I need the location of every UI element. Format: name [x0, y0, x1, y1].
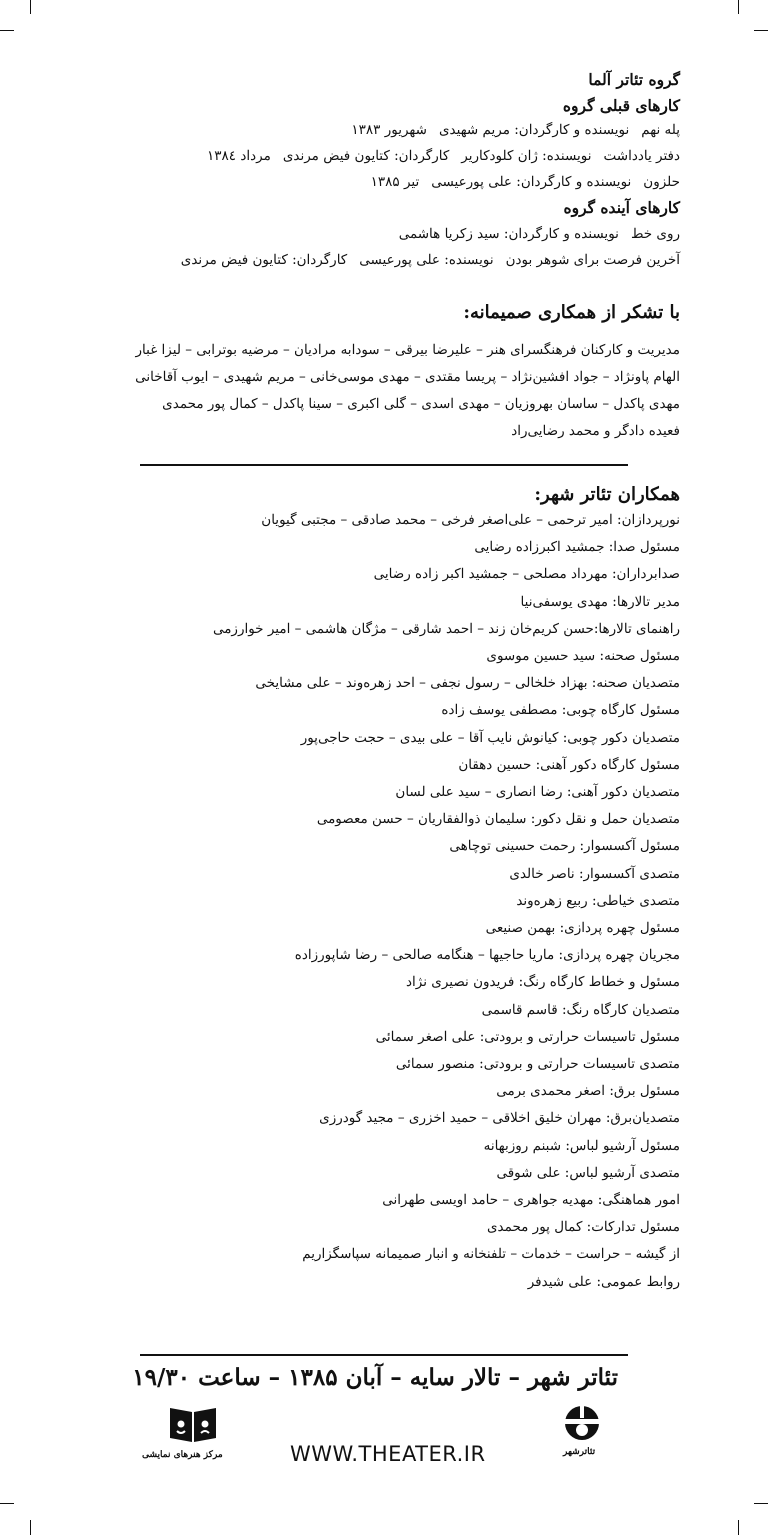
work-title: پله نهم — [641, 122, 680, 138]
group-title: گروه تئاتر آلما — [588, 70, 680, 89]
crop-mark — [0, 30, 14, 31]
crop-mark — [30, 1520, 31, 1535]
staff-line: متصدی خیاطی: ربیع زهره‌وند — [516, 892, 680, 909]
staff-line: متصدیان دکور چوبی: کیانوش نایب آقا – علی بیدی – حجت حاجی‌پور — [300, 729, 680, 746]
theater-shahr-logo-icon — [556, 1402, 608, 1442]
theater-shahr-caption: تئاتر‌شهر — [563, 1447, 596, 1457]
thanks-line: مهدی پاکدل – ساسان بهروزیان – مهدی اسدی – گلی اکبری – سینا پاکدل – کمال پور محمدی — [162, 396, 680, 412]
prev-works-title: کارهای قبلی گروه — [562, 96, 680, 115]
venue-line: تئاتر شهر – تالار سایه – آبان ۱۳۸۵ – ساعت ۱۹/۳۰ — [132, 1364, 618, 1391]
work-title: حلزون — [643, 174, 680, 190]
future-works-title: کارهای آینده گروه — [563, 198, 680, 217]
work-credit: نویسنده و کارگردان: مریم شهیدی — [438, 122, 630, 138]
staff-line: متصدی آرشیو لباس: علی شوقی — [496, 1164, 680, 1181]
section-divider — [140, 464, 628, 466]
staff-line: مسئول کارگاه چوبی: مصطفی یوسف زاده — [441, 702, 680, 719]
staff-line: متصدی آکسسوار: ناصر خالدی — [509, 865, 680, 882]
work-title: دفتر یادداشت — [603, 148, 680, 164]
staff-line: مسئول آرشیو لباس: شبنم روزبهانه — [483, 1137, 680, 1154]
staff-line: مسئول صدا: جمشید اکبرزاده رضایی — [474, 539, 680, 556]
staff-line: امور هماهنگی: مهدیه جواهری – حامد اویسی طهرانی — [382, 1192, 680, 1208]
crop-mark — [738, 1520, 739, 1535]
staff-line: متصدیان حمل و نقل دکور: سلیمان ذوالفقاریان – حسن معصومی — [316, 811, 680, 828]
theater-shahr-logo — [556, 1402, 608, 1442]
thanks-line: فعیده دادگر و محمد رضایی‌راد — [511, 423, 680, 439]
thanks-title: با تشکر از همکاری صمیمانه: — [463, 302, 680, 323]
staff-line: متصدیان صحنه: بهزاد خلخالی – رسول نجفی – احد زهره‌وند – علی مشایخی — [255, 675, 680, 692]
staff-line: مسئول کارگاه دکور آهنی: حسین دهقان — [458, 756, 680, 773]
staff-line: صدابرداران: مهرداد مصلحی – جمشید اکبر زاده رضایی — [373, 566, 680, 583]
website-url[interactable]: WWW.THEATER.IR — [290, 1442, 486, 1466]
footer-divider — [140, 1354, 628, 1356]
staff-line: متصدی تاسیسات حرارتی و برودتی: منصور سمائی — [395, 1056, 680, 1072]
future-work-row — [175, 254, 680, 268]
performing-arts-caption: مرکز هنرهای نمایشی — [142, 1450, 223, 1460]
work-date: مرداد ۱۳۸٤ — [207, 148, 271, 164]
staff-line: از گیشه – حراست – خدمات – تلفنخانه و انبار صمیمانه سپاسگزاریم — [302, 1246, 680, 1263]
thanks-line: الهام پاونژاد – جواد افشین‌نژاد – پریسا مقتدی – مهدی موسی‌خانی – مریم شهیدی – ایوب آقاخانی — [135, 369, 680, 385]
staff-line: مسئول تدارکات: کمال پور محمدی — [486, 1219, 680, 1236]
crop-mark — [30, 0, 31, 14]
staff-title: همکاران تئاتر شهر: — [534, 484, 680, 505]
prev-work-row — [345, 124, 680, 138]
crop-mark — [754, 1503, 768, 1504]
book-mask-icon — [168, 1404, 218, 1444]
work-credit: نویسنده و کارگردان: علی پورعیسی — [431, 174, 632, 190]
staff-line: راهنمای تالارها:حسن کریم‌خان زند – احمد شارقی – مژگان هاشمی – امیر خوارزمی — [212, 620, 680, 637]
work-date: شهریور ۱۳۸۳ — [351, 122, 427, 138]
prev-work-row — [365, 176, 680, 190]
work-credit: نویسنده و کارگردان: سید زکریا هاشمی — [398, 226, 619, 242]
future-work-row — [393, 228, 680, 242]
work-credit: نویسنده: ژان کلودکاریر — [461, 148, 592, 164]
work-credit: کارگردان: کتایون فیض مرندی — [282, 148, 450, 164]
staff-line: متصدیان کارگاه رنگ: قاسم قاسمی — [481, 1001, 680, 1018]
staff-line: مسئول تاسیسات حرارتی و برودتی: علی اصغر سمائی — [375, 1028, 680, 1045]
crop-mark — [738, 0, 739, 14]
staff-line: متصدیان دکور آهنی: رضا انصاری – سید علی لسان — [395, 784, 680, 800]
prev-work-row — [201, 150, 680, 164]
staff-line: مسئول چهره پردازی: بهمن صنیعی — [485, 920, 680, 936]
work-credit: کارگردان: کتایون فیض مرندی — [180, 252, 348, 268]
performing-arts-logo — [168, 1404, 218, 1444]
crop-mark — [754, 30, 768, 31]
work-title: روی خط — [630, 226, 680, 242]
staff-line: مسئول و خطاط کارگاه رنگ: فریدون نصیری نژاد — [406, 974, 680, 991]
staff-line: مجریان چهره پردازی: ماریا حاجیها – هنگامه صالحی – رضا شاپورزاده — [294, 947, 680, 964]
crop-mark — [0, 1503, 14, 1504]
staff-line: مسئول آکسسوار: رحمت حسینی توچاهی — [449, 838, 680, 855]
work-credit: نویسنده: علی پورعیسی — [359, 252, 494, 268]
staff-line: مدیر تالارها: مهدی یوسفی‌نیا — [520, 593, 680, 610]
staff-line: روابط عمومی: علی شیدفر — [527, 1273, 680, 1290]
work-date: تیر ۱۳۸۵ — [370, 174, 420, 190]
staff-line: مسئول برق: اصغر محمدی برمی — [496, 1083, 680, 1100]
thanks-line: مدیریت و کارکنان فرهنگسرای هنر – علیرضا بیرقی – سودابه مرادیان – مرضیه بوترابی – لیزا غبار — [135, 342, 680, 358]
staff-line: متصدیان‌برق: مهران خلیق اخلاقی – حمید اخزری – مجید گودرزی — [319, 1110, 680, 1127]
work-title: آخرین فرصت برای شوهر بودن — [505, 252, 680, 268]
staff-line: نورپردازان: امیر ترحمی – علی‌اصغر فرخی – محمد صادقی – مجتبی گیویان — [261, 512, 680, 528]
staff-line: مسئول صحنه: سید حسین موسوی — [486, 648, 680, 664]
